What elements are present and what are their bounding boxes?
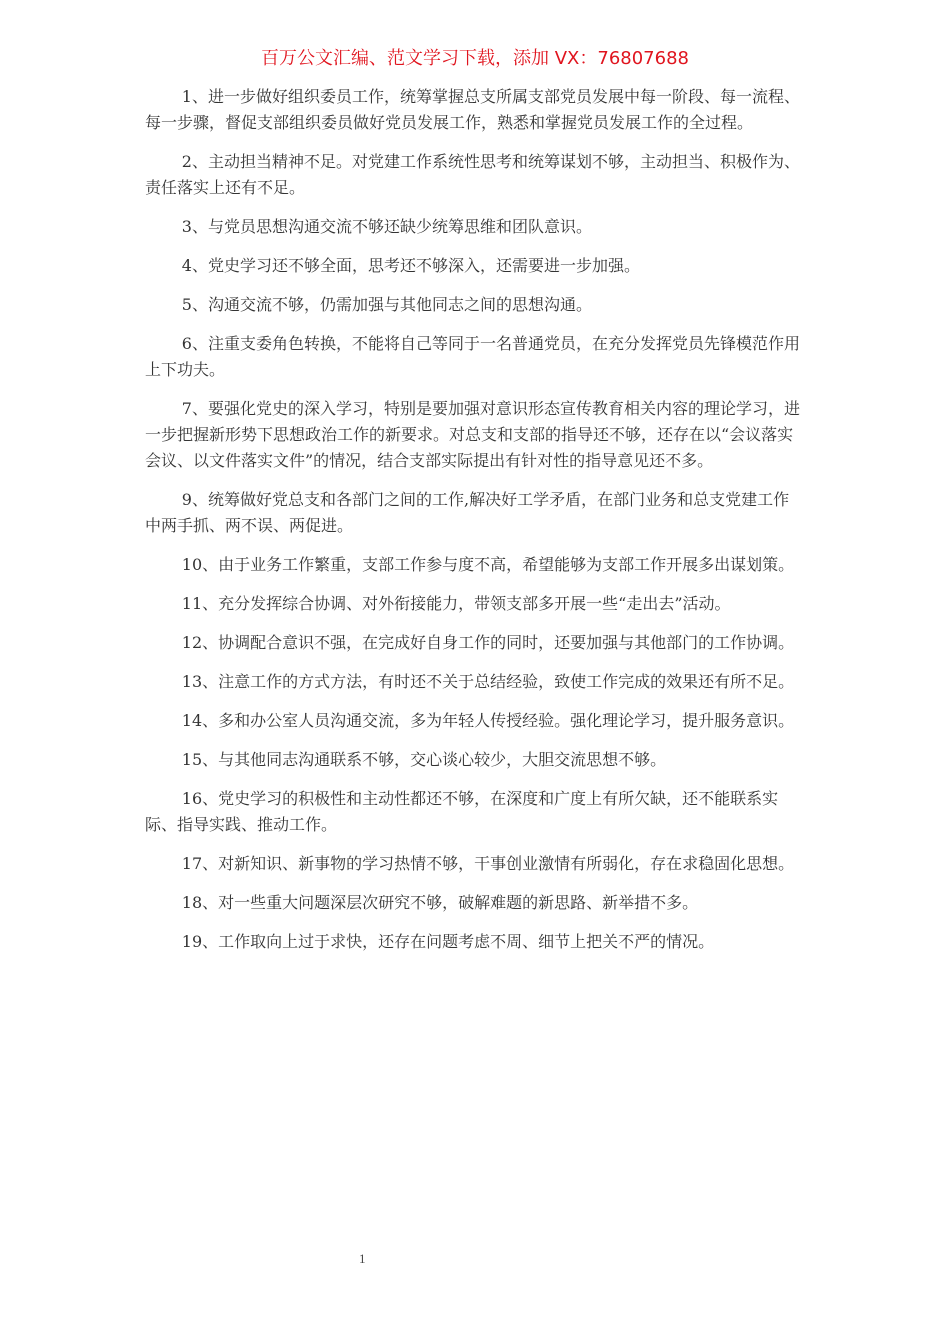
header-banner: 百万公文汇编、范文学习下载，添加 VX：76807688 [261, 48, 689, 69]
paragraph-15: 15、与其他同志沟通联系不够，交心谈心较少，大胆交流思想不够。 [181, 750, 667, 769]
paragraph-18: 18、对一些重大问题深层次研究不够，破解难题的新思路、新举措不多。 [181, 893, 699, 912]
paragraph-6: 6、注重支委角色转换，不能将自己等同于一名普通党员，在充分发挥党员先锋模范作用上下功夫。 [145, 334, 800, 379]
paragraph-11: 11、充分发挥综合协调、对外衔接能力，带领支部多开展一些“走出去”活动。 [181, 594, 731, 613]
paragraph-9: 9、统筹做好党总支和各部门之间的工作,解决好工学矛盾，在部门业务和总支党建工作中两手抓、两不误、两促进。 [145, 490, 790, 535]
paragraph-1: 1、进一步做好组织委员工作，统筹掌握总支所属支部党员发展中每一阶段、每一流程、每一步骤，督促支部组织委员做好党员发展工作，熟悉和掌握党员发展工作的全过程。 [145, 87, 800, 132]
paragraph-7: 7、要强化党史的深入学习，特别是要加强对意识形态宣传教育相关内容的理论学习，进一步把握新形势下思想政治工作的新要求。对总支和支部的指导还不够，还存在以“会议落实会议、以文件落实文件”的情况，结合支部实际提出有针对性的指导意见还不多。 [145, 399, 800, 470]
page-number: 1 [359, 1251, 366, 1266]
paragraph-3: 3、与党员思想沟通交流不够还缺少统筹思维和团队意识。 [181, 217, 592, 236]
paragraph-4: 4、党史学习还不够全面，思考还不够深入，还需要进一步加强。 [181, 256, 640, 275]
paragraph-19: 19、工作取向上过于求快，还存在问题考虑不周、细节上把关不严的情况。 [181, 932, 715, 951]
paragraph-2: 2、主动担当精神不足。对党建工作系统性思考和统筹谋划不够，主动担当、积极作为、责任落实上还有不足。 [145, 152, 800, 197]
document-body [145, 84, 805, 968]
paragraph-10: 10、由于业务工作繁重，支部工作参与度不高，希望能够为支部工作开展多出谋划策。 [181, 555, 795, 574]
paragraph-5: 5、沟通交流不够，仍需加强与其他同志之间的思想沟通。 [181, 295, 592, 314]
paragraph-16: 16、党史学习的积极性和主动性都还不够，在深度和广度上有所欠缺，还不能联系实际、指导实践、推动工作。 [145, 789, 779, 834]
paragraph-17: 17、对新知识、新事物的学习热情不够，干事创业激情有所弱化，存在求稳固化思想。 [181, 854, 795, 873]
paragraph-14: 14、多和办公室人员沟通交流，多为年轻人传授经验。强化理论学习，提升服务意识。 [181, 711, 795, 730]
paragraph-12: 12、协调配合意识不强，在完成好自身工作的同时，还要加强与其他部门的工作协调。 [181, 633, 795, 652]
paragraph-13: 13、注意工作的方式方法，有时还不关于总结经验，致使工作完成的效果还有所不足。 [181, 672, 795, 691]
